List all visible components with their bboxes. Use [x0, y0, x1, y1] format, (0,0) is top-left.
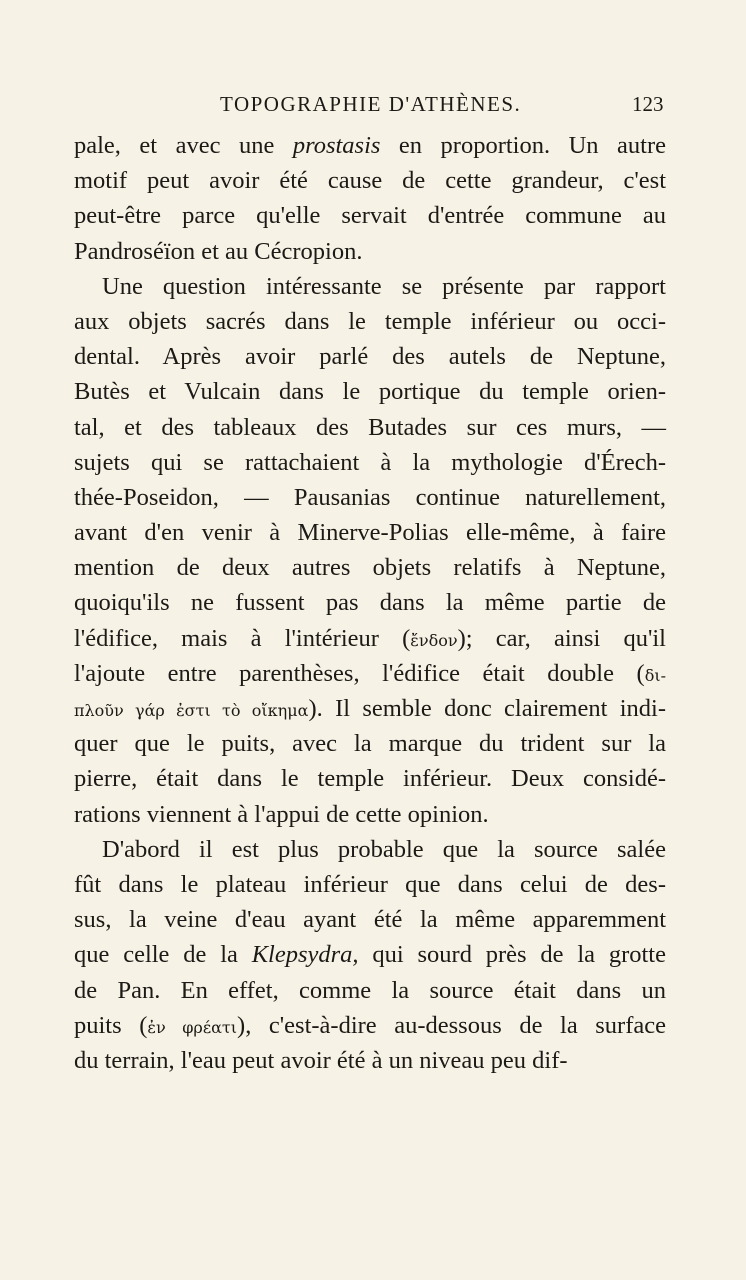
text-line	[74, 374, 666, 409]
greek-text: ἐν φρέατι	[147, 1017, 238, 1037]
text-segment: motif peut avoir été cause de cette grandeur, c'est	[74, 167, 666, 195]
text-line	[74, 128, 666, 163]
text-line	[74, 797, 666, 832]
text-segment: ). Il semble donc clairement indi-	[308, 695, 667, 722]
text-line	[74, 269, 666, 304]
text-line	[74, 656, 666, 691]
text-line	[74, 1043, 666, 1078]
text-segment: rations viennent à l'appui de cette opinion.	[74, 800, 489, 828]
text-segment: de Pan. En effet, comme la source était dans un	[74, 976, 666, 1004]
text-line	[74, 902, 666, 937]
greek-text: πλοῦν γάρ ἐστι τὸ οἴκημα	[74, 701, 309, 720]
page-number: 123	[632, 92, 664, 116]
text-segment: ); car, ainsi qu'il	[457, 624, 666, 652]
text-segment: Pandroséïon et au Cécropion.	[74, 237, 363, 265]
text-line	[74, 480, 666, 515]
text-line	[74, 973, 666, 1008]
text-segment: D'abord il est plus probable que la source salée	[102, 835, 666, 863]
text-segment: qui sourd près de la grotte	[358, 941, 666, 969]
text-line	[74, 163, 666, 198]
text-line	[74, 339, 666, 374]
text-segment: Une question intéressante se présente par rapport	[102, 272, 666, 300]
text-segment: mention de deux autres objets relatifs à Neptune,	[74, 554, 666, 582]
text-segment: du terrain, l'eau peut avoir été à un niveau peu dif-	[74, 1046, 568, 1074]
text-line	[74, 585, 666, 620]
text-line	[74, 234, 666, 269]
greek-text: ἔνδον	[410, 630, 458, 650]
text-segment: puits (	[74, 1011, 148, 1039]
text-segment: Butès et Vulcain dans le portique du temple orien-	[74, 378, 666, 406]
text-segment: fût dans le plateau inférieur que dans celui de des-	[74, 870, 666, 898]
text-segment: en proportion. Un autre	[380, 132, 667, 159]
text-line	[74, 867, 666, 902]
text-segment: aux objets sacrés dans le temple inférieur ou occi-	[74, 307, 666, 335]
header-title: TOPOGRAPHIE D'ATHÈNES.	[220, 92, 522, 116]
text-segment: quer que le puits, avec la marque du trident sur la	[74, 730, 666, 758]
running-header	[0, 92, 746, 122]
text-segment: quoiqu'ils ne fussent pas dans la même partie de	[74, 589, 666, 617]
text-line	[74, 1008, 666, 1043]
text-segment: l'édifice, mais à l'intérieur (	[74, 624, 411, 652]
text-line	[74, 761, 666, 796]
greek-text: δι-	[644, 665, 666, 685]
text-line	[74, 445, 666, 480]
text-segment: thée-Poseidon, — Pausanias continue naturellement,	[74, 483, 666, 511]
text-line	[74, 198, 666, 233]
text-line	[74, 410, 666, 445]
text-line	[74, 550, 666, 585]
italic-term: prostasis	[292, 132, 381, 159]
text-segment: avant d'en venir à Minerve-Polias elle-même, à faire	[74, 519, 666, 547]
text-segment: sus, la veine d'eau ayant été la même apparemment	[74, 906, 666, 934]
text-segment: que celle de la	[74, 941, 252, 969]
text-segment: tal, et des tableaux des Butades sur ces murs, —	[74, 413, 666, 441]
text-line	[74, 726, 666, 761]
text-segment: sujets qui se rattachaient à la mythologie d'Érech-	[74, 448, 666, 476]
text-segment: pierre, était dans le temple inférieur. Deux considé-	[74, 765, 666, 793]
text-line	[74, 621, 666, 656]
text-segment: dental. Après avoir parlé des autels de Neptune,	[74, 343, 666, 371]
text-line	[74, 304, 666, 339]
text-line	[74, 515, 666, 550]
italic-term: Klepsydra,	[251, 941, 359, 969]
text-line	[74, 832, 666, 867]
text-segment: ), c'est-à-dire au-dessous de la surface	[237, 1011, 666, 1039]
text-segment: peut-être parce qu'elle servait d'entrée commune au	[74, 202, 666, 230]
body-text	[74, 128, 666, 1078]
text-segment: pale, et avec une	[74, 132, 293, 159]
text-segment: l'ajoute entre parenthèses, l'édifice était double (	[74, 659, 645, 687]
text-line	[74, 691, 666, 726]
text-line	[74, 937, 666, 972]
